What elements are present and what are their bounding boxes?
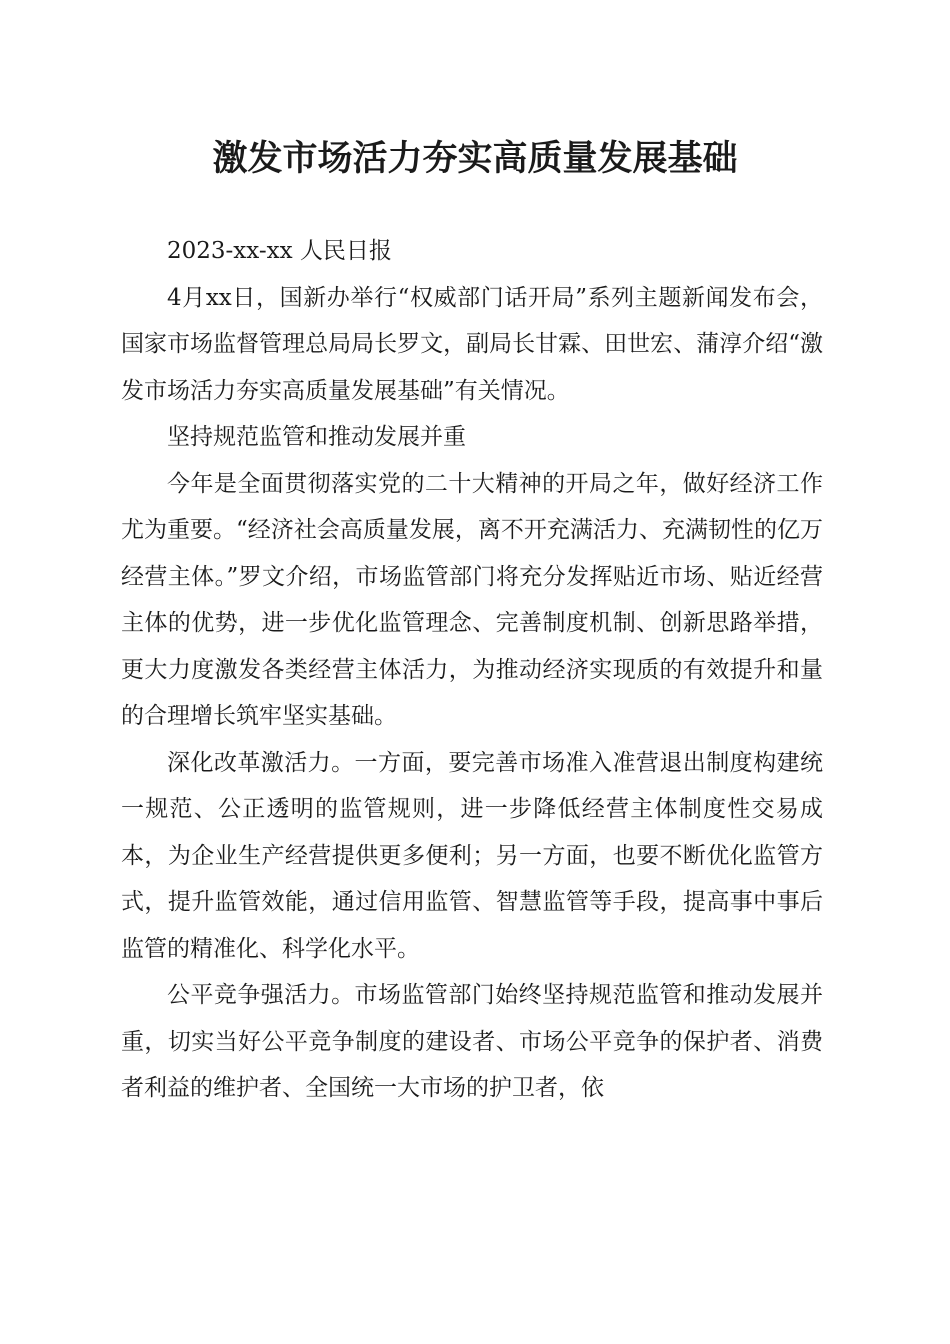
body-paragraph: 深化改革激活力。一方面，要完善市场准入准营退出制度构建统一规范、公正透明的监管规则，进一步降低经营主体制度性交易成本，为企业生产经营提供更多便利；另一方面，也要不断优化监管方式，提升监管效能，通过信用监管、智慧监管等手段，提高事中事后监管的精准化、科学化水平。: [121, 749, 823, 962]
document-body: [121, 228, 823, 1112]
document-title: 激发市场活力夯实高质量发展基础: [212, 138, 738, 179]
intro-paragraph: 4月xx日，国新办举行“权威部门话开局”系列主题新闻发布会，国家市场监督管理总局局长罗文，副局长甘霖、田世宏、蒲淳介绍“激发市场活力夯实高质量发展基础”有关情况。: [121, 284, 823, 404]
dateline-paragraph: 2023-xx-xx 人民日报: [167, 238, 392, 264]
section-heading: 坚持规范监管和推动发展并重: [167, 424, 466, 450]
body-paragraph: 公平竞争强活力。市场监管部门始终坚持规范监管和推动发展并重，切实当好公平竞争制度的建设者、市场公平竞争的保护者、消费者利益的维护者、全国统一大市场的护卫者，依: [121, 982, 823, 1101]
body-paragraph: 今年是全面贯彻落实党的二十大精神的开局之年，做好经济工作尤为重要。“经济社会高质量发展，离不开充满活力、充满韧性的亿万经营主体。”罗文介绍，市场监管部门将充分发挥贴近市场、贴近经营主体的优势，进一步优化监管理念、完善制度机制、创新思路举措，更大力度激发各类经营主体活力，为推动经济实现质的有效提升和量的合理增长筑牢坚实基础。: [121, 470, 823, 729]
